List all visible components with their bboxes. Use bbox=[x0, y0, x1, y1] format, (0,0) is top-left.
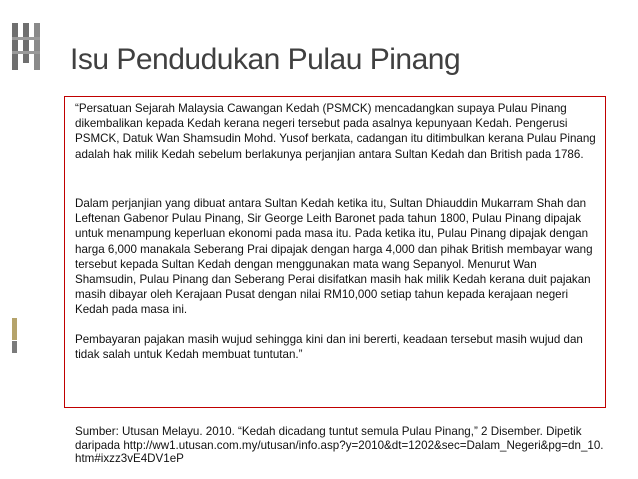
source-text: Sumber: Utusan Melayu. 2010. “Kedah dicadang tuntut semula Pulau Pinang,” 2 Disember. Dipetik daripada bbox=[75, 425, 582, 452]
slide-title: Isu Pendudukan Pulau Pinang bbox=[70, 43, 461, 76]
decorative-bars bbox=[12, 23, 40, 70]
source-citation bbox=[75, 425, 605, 466]
source-link[interactable]: http://ww1.utusan.com.my/utusan/info.asp?y=2010&dt=1202&sec=Dalam_Negeri&pg=dn_10.htm#ixzz3vE4DV1eP bbox=[75, 438, 604, 466]
quote-paragraph-1: “Persatuan Sejarah Malaysia Cawangan Kedah (PSMCK) mencadangkan supaya Pulau Pinang dikembalikan kepada Kedah kerana negeri tersebut pada asalnya kepunyaan Kedah. Pengerusi PSMCK, Datuk Wan Shamsudin Mohd. Yusof berkata, cadangan itu ditimbulkan kerana Pulau Pinang adalah hak milik Kedah sebelum berlakunya perjanjian antara Sultan Kedah dan British pada 1786. bbox=[75, 102, 596, 161]
quote-paragraph-3: Pembayaran pajakan masih wujud sehingga kini dan ini bererti, keadaan tersebut masih wujud dan tidak salah untuk Kedah membuat tuntutan.” bbox=[75, 333, 583, 362]
quote-paragraph-2: Dalam perjanjian yang dibuat antara Sultan Kedah ketika itu, Sultan Dhiauddin Mukarram Shah dan Leftenan Gabenor Pulau Pinang, Sir George Leith Baronet pada tahun 1800, Pulau Pinang dipajak untuk menampung keperluan ekonomi pada masa itu. Pada ketika itu, Pulau Pinang dipajak dengan harga 6,000 manakala Seberang Prai dipajak dengan harga 4,000 dan pihak British membayar wang tersebut kepada Sultan Kedah dengan menggunakan mata wang Sepanyol. Menurut Wan Shamsudin, Pulau Pinang dan Seberang Perai disifatkan masih hak milik Kedah kerana duit pajakan masih dibayar oleh Kerajaan Pusat dengan nilai RM10,000 setiap tahun kepada kerajaan negeri Kedah pada masa ini. bbox=[75, 197, 593, 317]
